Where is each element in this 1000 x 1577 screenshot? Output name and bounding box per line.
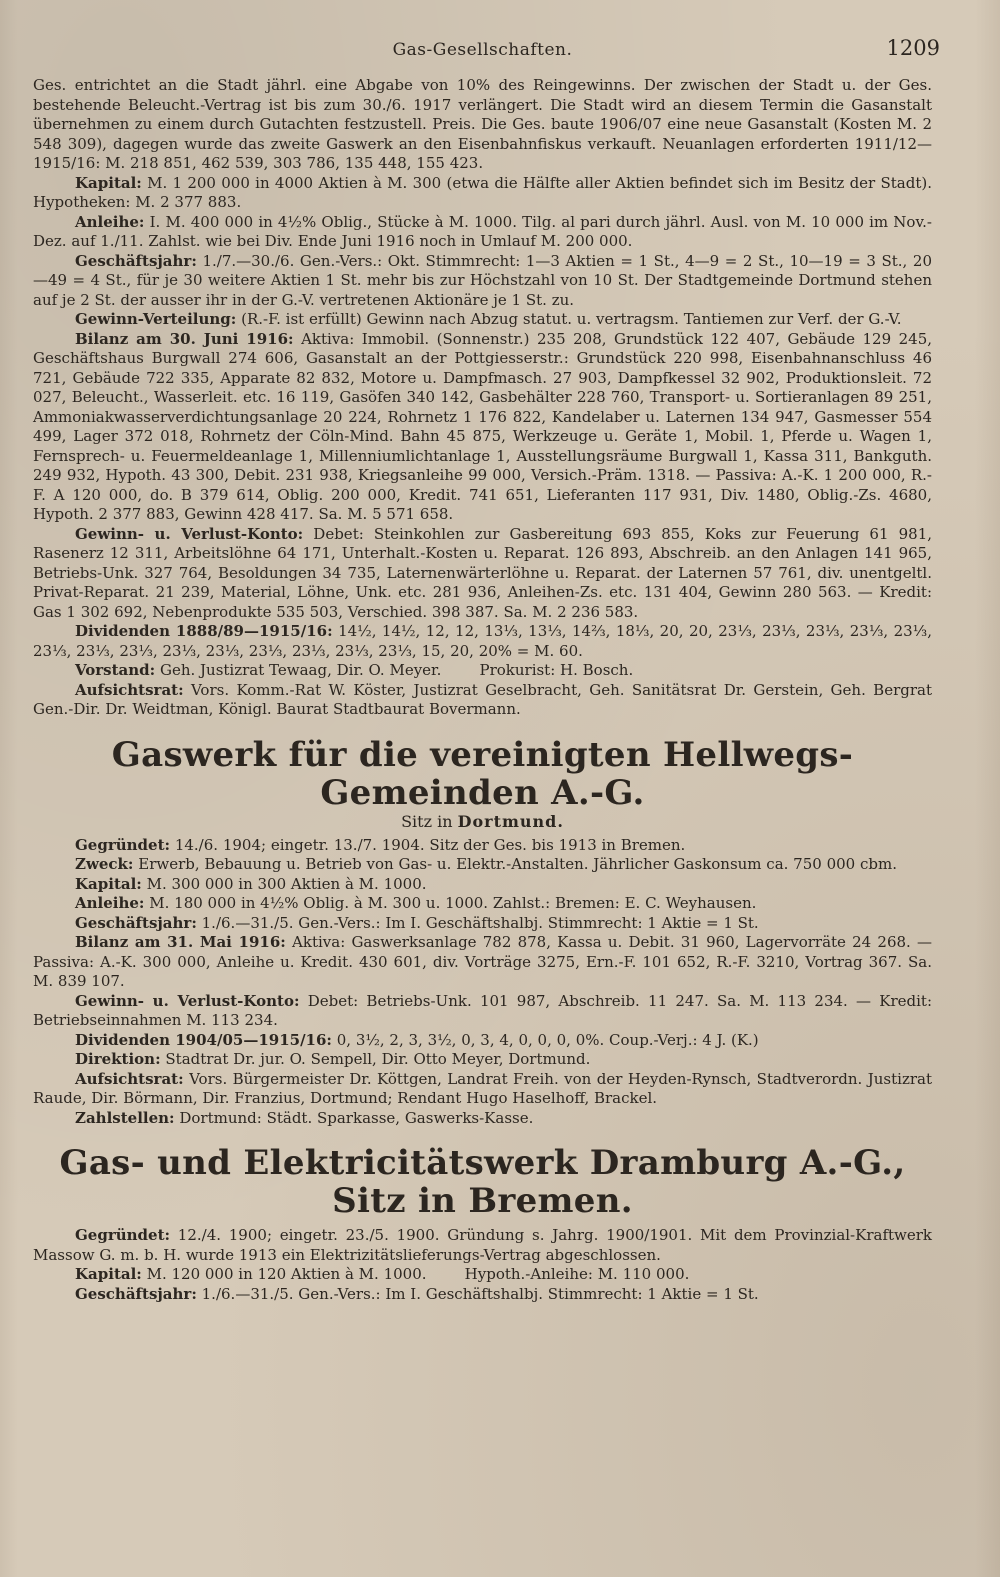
running-title: Gas-Gesellschaften. bbox=[392, 40, 573, 60]
paragraph: Aufsichtsrat: Vors. Komm.-Rat W. Köster, Justizrat Geselbracht, Geh. Sanitätsrat Dr. Gerstein, Geh. Bergrat Gen.-Dir. Dr. Weidtman, Königl. Baurat Stadtbaurat Bovermann. bbox=[33, 680, 932, 718]
paragraph: Kapital: M. 300 000 in 300 Aktien à M. 1000. bbox=[75, 874, 427, 893]
paragraph: Geschäftsjahr: 1./7.—30./6. Gen.-Vers.: Okt. Stimmrecht: 1—3 Aktien = 1 St., 4—9 = 2 St., 10—19 = 3 St., 20—49 = 4 St., für je 30 weitere Aktien 1 St. mehr bis zur Höchstzahl von 10 St. Der Stadtgemeinde Dortmund stehen auf je 2 St. der ausser ihr in der G.-V. vertretenen Aktionäre je 1 St. zu. bbox=[33, 251, 932, 309]
paragraph: Zweck: Erwerb, Bebauung u. Betrieb von Gas- u. Elektr.-Anstalten. Jährlicher Gaskonsum ca. 750 000 cbm. bbox=[75, 855, 897, 873]
company-title: Gas- und Elektricitätswerk Dramburg A.-G., Sitz in Bremen. bbox=[59, 1143, 906, 1221]
paragraph: Dividenden 1888/89—1915/16: 14½, 14½, 12, 12, 13⅓, 13⅓, 14⅔, 18⅓, 20, 20, 23⅓, 23⅓, 23⅓, 23⅓, 23⅓, 23⅓, 23⅓, 23⅓, 23⅓, 23⅓, 23⅓, 23⅓, 23⅓, 23⅓, 15, 20, 20% = M. 60. bbox=[33, 622, 932, 660]
company-seat: Sitz in Dortmund. bbox=[401, 811, 564, 831]
section-company-hellweg bbox=[33, 736, 932, 1129]
paragraph: Kapital: M. 120 000 in 120 Aktien à M. 1000. Hypoth.-Anleihe: M. 110 000. bbox=[75, 1265, 690, 1283]
page-header bbox=[33, 34, 940, 74]
paragraph: Bilanz am 30. Juni 1916: Aktiva: Immobil. (Sonnenstr.) 235 208, Grundstück 122 407, Gebäude 129 245, Geschäftshaus Burgwall 274 606, Gasanstalt an der Pottgiesserstr.: Grundstück 220 998, Eisenbahnanschluss 46 721, Gebäude 722 335, Apparate 82 832, Motore u. Dampfmasch. 27 903, Dampfkessel 32 902, Produktionsleit. 72 027, Beleucht., Wasserleit. etc. 16 119, Gasöfen 340 142, Gasbehälter 228 760, Transport- u. Sortieranlagen 89 251, Ammoniakwasserverdichtungsanlage 20 224, Rohrnetz 1 176 822, Kandelaber u. Laternen 134 947, Gasmesser 554 499, Lager 372 018, Rohrnetz der Cöln-Mind. Bahn 45 875, Werkzeuge u. Geräte 1, Mobil. 1, Pferde u. Wagen 1, Fernsprech- u. Feuermeldeanlage 1, Millenniumlichtanlage 1, Ausstellungsräume Burgwall 1, Kassa 311, Bankguth. 249 932, Hypoth. 43 300, Debit. 231 938, Kriegsanleihe 99 000, Versich.-Präm. 1318. — Passiva: A.-K. 1 200 000, R.-F. A 120 000, do. B 379 614, Oblig. 200 000, Kredit. 741 651, Lieferanten 117 931, Div. 1480, Oblig.-Zs. 4680, Hypoth. 2 377 883, Gewinn 428 417. Sa. M. 5 571 658. bbox=[33, 329, 932, 523]
paragraph: Geschäftsjahr: 1./6.—31./5. Gen.-Vers.: Im I. Geschäftshalbj. Stimmrecht: 1 Aktie = 1 St. bbox=[75, 1284, 759, 1303]
paragraph: Anleihe: M. 180 000 in 4½% Oblig. à M. 300 u. 1000. Zahlst.: Bremen: E. C. Weyhausen. bbox=[75, 894, 757, 912]
paragraph: Gegründet: 14./6. 1904; eingetr. 13./7. 1904. Sitz der Ges. bis 1913 in Bremen. bbox=[75, 835, 686, 854]
paragraph: Anleihe: I. M. 400 000 in 4½% Oblig., Stücke à M. 1000. Tilg. al pari durch jährl. Ausl. von M. 10 000 im Nov.-Dez. auf 1./11. Zahlst. wie bei Div. Ende Juni 1916 noch in Umlauf M. 200 000. bbox=[33, 212, 932, 250]
paragraph: Gewinn-Verteilung: (R.-F. ist erfüllt) Gewinn nach Abzug statut. u. vertragsm. Tantiemen zur Verf. der G.-V. bbox=[75, 310, 902, 328]
paragraph: Bilanz am 31. Mai 1916: Aktiva: Gaswerksanlage 782 878, Kassa u. Debit. 31 960, Lagervorräte 24 268. — Passiva: A.-K. 300 000, Anleihe u. Kredit. 430 601, div. Vorträge 3275, Ern.-F. 101 652, R.-F. 3210, Vortrag 367. Sa. M. 839 107. bbox=[33, 933, 932, 990]
paragraph: Geschäftsjahr: 1./6.—31./5. Gen.-Vers.: Im I. Geschäftshalbj. Stimmrecht: 1 Aktie = 1 St. bbox=[75, 913, 759, 932]
section-continued-entry bbox=[33, 76, 932, 720]
paragraph: Vorstand: Geh. Justizrat Tewaag, Dir. O. Meyer. Prokurist: H. Bosch. bbox=[75, 661, 634, 679]
page-number: 1209 bbox=[886, 36, 940, 60]
paragraph: Gewinn- u. Verlust-Konto: Debet: Betriebs-Unk. 101 987, Abschreib. 11 247. Sa. M. 113 234. — Kredit: Betriebseinnahmen M. 113 234. bbox=[33, 991, 932, 1029]
paragraph: Direktion: Stadtrat Dr. jur. O. Sempell, Dir. Otto Meyer, Dortmund. bbox=[75, 1050, 591, 1068]
paragraph: Gegründet: 12./4. 1900; eingetr. 23./5. 1900. Gründung s. Jahrg. 1900/1901. Mit dem Provinzial-Kraftwerk Massow G. m. b. H. wurde 1913 ein Elektrizitätslieferungs-Vertrag abgeschlossen. bbox=[33, 1226, 932, 1264]
section-company-dramburg bbox=[33, 1144, 932, 1304]
paragraph: Aufsichtsrat: Vors. Bürgermeister Dr. Köttgen, Landrat Freih. von der Heyden-Rynsch, Stadtverordn. Justizrat Raude, Dir. Börmann, Dir. Franzius, Dortmund; Rendant Hugo Haselhoff, Brackel. bbox=[33, 1069, 932, 1107]
paragraph: Ges. entrichtet an die Stadt jährl. eine Abgabe von 10% des Reingewinns. Der zwischen der Stadt u. der Ges. bestehende Beleucht.-Vertrag ist bis zum 30./6. 1917 verlängert. Die Stadt wird an diesem Termin die Gasanstalt übernehmen zu einem durch Gutachten festzustell. Preis. Die Ges. baute 1906/07 eine neue Gasanstalt (Kosten M. 2 548 309), dagegen wurde das zweite Gaswerk an den Eisenbahnfiskus verkauft. Neuanlagen erforderten 1911/12—1915/16: M. 218 851, 462 539, 303 786, 135 448, 155 423. bbox=[33, 76, 932, 172]
company-title: Gaswerk für die vereinigten Hellwegs-Gemeinden A.-G. bbox=[111, 734, 854, 813]
paragraph: Kapital: M. 1 200 000 in 4000 Aktien à M. 300 (etwa die Hälfte aller Aktien befindet sich im Besitz der Stadt). Hypotheken: M. 2 377 883. bbox=[33, 173, 932, 211]
paragraph: Gewinn- u. Verlust-Konto: Debet: Steinkohlen zur Gasbereitung 693 855, Koks zur Feuerung 61 981, Rasenerz 12 311, Arbeitslöhne 64 171, Unterhalt.-Kosten u. Reparat. 126 893, Abschreib. an den Anlagen 141 965, Betriebs-Unk. 327 764, Besoldungen 34 735, Laternenwärterlöhne u. Reparat. der Laternen 57 761, div. unentgeltl. Privat-Reparat. 21 239, Material, Löhne, Unk. etc. 281 936, Anleihen-Zs. etc. 131 404, Gewinn 280 563. — Kredit: Gas 1 302 692, Nebenprodukte 535 503, Verschied. 398 387. Sa. M. 2 236 583. bbox=[33, 524, 932, 621]
paragraph: Zahlstellen: Dortmund: Städt. Sparkasse, Gaswerks-Kasse. bbox=[75, 1108, 534, 1127]
paragraph: Dividenden 1904/05—1915/16: 0, 3½, 2, 3, 3½, 0, 3, 4, 0, 0, 0, 0%. Coup.-Verj.: 4 J. (K.) bbox=[75, 1030, 759, 1049]
